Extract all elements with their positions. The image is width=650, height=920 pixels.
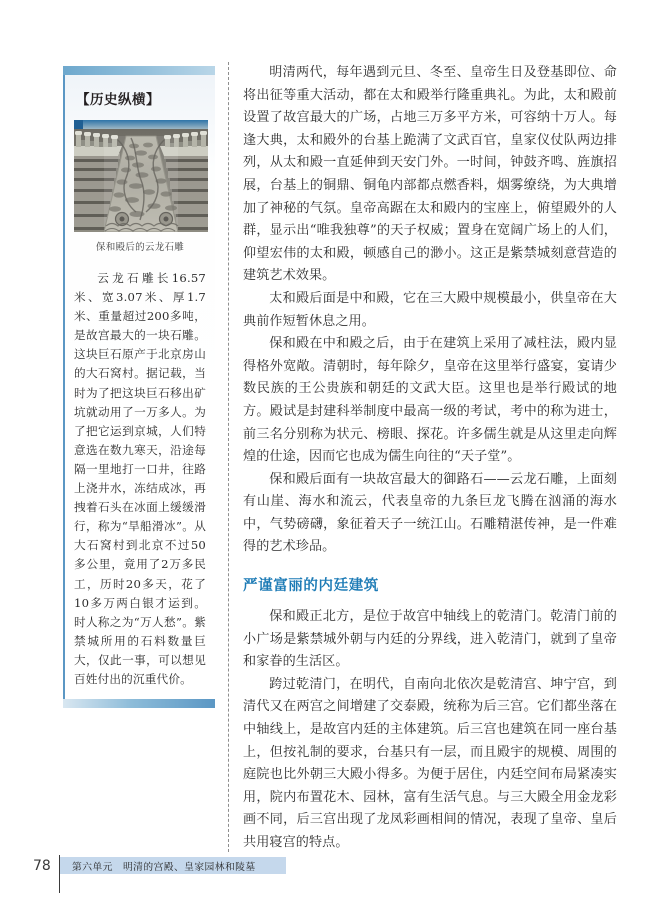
running-title: 第六单元 明清的宫殿、皇家园林和陵墓 (72, 862, 256, 873)
page-number: 78 (33, 858, 51, 874)
main-text-column (243, 62, 617, 855)
page-footer (0, 857, 650, 883)
sidebar-top-accent-bar (63, 66, 215, 75)
paragraph: 明清两代，每年遇到元旦、冬至、皇帝生日及登基即位、命将出征等重大活动，都在太和殿举行隆重典礼。为此，太和殿前设置了故宫最大的广场，占地三万多平方米，可容纳十万人。每逢大典，太和殿外的台基上跪满了文武百官，皇家仪仗队两边排列，从太和殿一直延伸到天安门外。一时间，钟鼓齐鸣、旌旗招展，台基上的铜鼎、铜龟内部都点燃香料，烟雾缭绕，为大典增加了神秘的气氛。皇帝高踞在太和殿内的宝座上，俯望殿外的人群，显示出“唯我独尊”的天子权威；置身在宽阔广场上的人们，仰望宏伟的太和殿，顿感自己的渺小。这正是紫禁城刻意营造的建筑艺术效果。 (243, 65, 617, 284)
paragraph: 跨过乾清门，在明代，自南向北依次是乾清宫、坤宁宫，到清代又在两宫之间增建了交泰殿，统称为后三宫。它们都坐落在中轴线上，是故宫内廷的主体建筑。后三宫也建筑在同一座台基上，但按礼制的要求，台基只有一层，而且殿宇的规模、周围的庭院也比外朝三大殿小得多。为便于居住，内廷空间布局紧凑实用，院内布置花木、园林，富有生活气息。与三大殿全用金龙彩画不同，后三宫出现了龙凤彩画相间的情况，表现了皇帝、皇后共用寝宫的特点。 (243, 676, 617, 850)
sidebar-content (65, 88, 215, 689)
history-sidebar-box (63, 66, 215, 708)
section-heading: 严谨富丽的内廷建筑 (243, 578, 379, 595)
figure-caption: 保和殿后的云龙石雕 (95, 242, 185, 253)
yunlong-stone-carving-photo (74, 120, 208, 232)
sidebar-body-text: 云龙石雕长16.57米、宽3.07米、厚1.7米、重量超过200多吨，是故宫最大的一块石雕。这块巨石原产于北京房山的大石窝村。据记载，当时为了把这块巨石移出矿坑就动用了一万多人。为了把它运到京城，人们特意选在数九寒天，沿途每隔一里地打一口井，往路上浇井水，冻结成冰，再拽着石头在冰面上缓缓滑行，称为“旱船滑冰”。从大石窝村到北京不过50多公里，竟用了2万多民工，历时20多天，花了10多万两白银才运到。时人称之为“万人愁”。紫禁城所用的石料数量巨大，仅此一事，可以想见百姓付出的沉重代价。 (74, 271, 206, 686)
sidebar-title: 【历史纵横】 (76, 92, 160, 108)
paragraph: 太和殿后面是中和殿，它在三大殿中规模最小，供皇帝在大典前作短暂休息之用。 (243, 290, 617, 329)
paragraph: 保和殿在中和殿之后，由于在建筑上采用了减柱法，殿内显得格外宽敞。清朝时，每年除夕，皇帝在这里举行盛宴，宴请少数民族的王公贵族和朝廷的文武大臣。这里也是举行殿试的地方。殿试是封建科举制度中最高一级的考试，考中的称为进士，前三名分别称为状元、榜眼、探花。许多儒生就是从这里走向辉煌的仕途，因而它也成为儒生向往的“天子堂”。 (243, 336, 617, 465)
sidebar-bottom-accent-bar (63, 699, 215, 708)
column-divider (228, 62, 229, 852)
paragraph: 保和殿正北方，是位于故宫中轴线上的乾清门。乾清门前的小广场是紫禁城外朝与内廷的分界线，进入乾清门，就到了皇帝和家眷的生活区。 (243, 609, 617, 670)
paragraph: 保和殿后面有一块故宫最大的御路石——云龙石雕，上面刻有山崖、海水和流云，代表皇帝的九条巨龙飞腾在汹涌的海水中，气势磅礴，象征着天子一统江山。石雕精湛传神，是一件难得的艺术珍品。 (243, 471, 617, 555)
